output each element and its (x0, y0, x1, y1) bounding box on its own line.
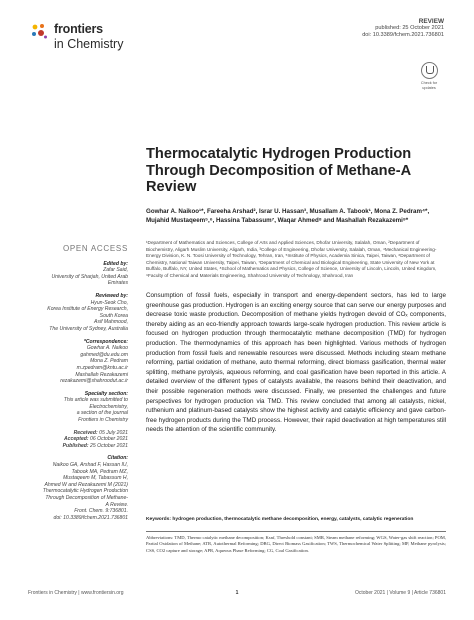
affiliations: ¹Department of Mathematics and Sciences, College of Arts and Applied Sciences, Dhofar University, Salalah, Oman, ²Department of Biochemistry, Aligarh Muslim University, Aligarh, India, ³College of Engineering, Dhofar University, Salalah, Oman, ⁴Mechanical Engineering-Energy Division, K. N. Toosi University of Technology, Tehran, Iran, ⁵Institute of Physics, Academia Sinica, Taipei, Taiwan, ⁶Department of Chemistry, National Taiwan University, Taipei, Taiwan, ⁷Department of Chemical and Biological Engineering, State University of New York at Buffalo, Buffalo, NY, United States, ⁸School of Mathematics and Physics, College of Science, University of Lincoln, Lincoln, United Kingdom, ⁹Faculty of Chemical and Materials Engineering, Shahrood University of Technology, Shahrood, Iran (146, 240, 437, 278)
reviewer-line: South Korea (99, 312, 128, 319)
keywords-label: Keywords: (146, 517, 172, 522)
citation-section (28, 455, 128, 521)
received-label: Received: (73, 429, 98, 436)
correspondence-heading: *Correspondence: (83, 338, 128, 345)
bookmark-icon (421, 62, 438, 79)
citation-line: Through Decomposition of Methane- (45, 495, 128, 501)
logo-text-frontiers: frontiers (54, 22, 103, 36)
correspondent-name: Mashallah Rezakazemi (75, 371, 128, 378)
abstract-text: Consumption of fossil fuels, especially in transport and energy-dependent sectors, has led to large greenhouse gas production. Hydrogen is an exciting energy source that can serve our energy purposes and decrease toxic waste production. Decomposition of methane yields hydrogen devoid of COₓ components, thereby aiding as an eco-friendly approach towards large-scale hydrogen production. This review article is focused on hydrogen production through thermocatalytic methane decomposition (TMD) for hydrogen production. The thermodynamics of this approach has been highlighted. Various methods of hydrogen production from fossil fuels and renewable resources were discussed. Methods including steam methane reforming, partial oxidation of methane, auto thermal reforming, direct biomass gasification, thermal water splitting, methane pyrolysis, aqueous reforming, and coal gasification have been reported in this article. A detailed overview of the different types of catalysts available, the reasons behind their deactivation, and their possible regeneration methods were discussed. Finally, we presented the challenges and future perspectives for hydrogen production via TMD. This review concluded that among all catalysts, nickel, ruthenium and platinum-based catalysts show the highest activity and catalytic efficiency and gave carbon-free hydrogen products during the TMD process. However, their rapid deactivation at high temperatures still needs the attention of the scientific community. (146, 292, 446, 434)
citation-line: Thermocatalytic Hydrogen Production (42, 488, 128, 495)
citation-line: Front. Chem. 9:736801. (74, 508, 128, 515)
specialty-line: Electrochemistry, (89, 403, 128, 410)
doi-link[interactable]: doi: 10.3389/fchem.2021.736801 (362, 32, 444, 38)
dates-section (28, 430, 128, 450)
keywords (146, 517, 446, 524)
specialty-heading: Specialty section: (84, 390, 128, 397)
footer-issue: October 2021 | Volume 9 | Article 736801 (355, 590, 446, 596)
article-meta (362, 18, 444, 39)
published-label: Published: (62, 442, 89, 449)
received-value: 05 July 2021 (99, 429, 128, 436)
received-date (28, 430, 128, 437)
published-date: published: 25 October 2021 (375, 25, 444, 31)
divider (146, 531, 446, 532)
citation-line: Naikoo GA, Arshad F, Hassan IU, (52, 462, 128, 469)
citation-line: Mustaqeem M, Tabassum H, (63, 475, 128, 482)
published-date-side (28, 443, 128, 450)
abbreviations: Abbreviations: TMD, Thermo catalytic methane decomposition; Ksnf, Threshold constant; SMR, Steam methane reforming; WGS, Water-gas shift reaction; POM, Partial Oxidation of Methane; ATR, Autothermal Reforming; DBG, Direct Biomass Gasification; TWS, Thermochemical Water Splitting; MP, Methane pyrolysis; CSS, CO2 capture and storage; APR, Aqueous Phase Reforming; CG, Coal Gasification. (146, 535, 446, 553)
published-value: 25 October 2021 (90, 442, 128, 449)
accepted-date (28, 436, 128, 443)
citation-line: Tabook MA, Pedram MZ, (71, 468, 128, 475)
journal-logo (30, 20, 140, 60)
citation-heading: Citation: (107, 455, 128, 462)
accepted-label: Accepted: (63, 436, 89, 443)
correspondent-email[interactable]: m.zpedram@kntu.ac.ir (76, 364, 128, 371)
correspondent-email[interactable]: rezakazemi@shahroodut.ac.ir (60, 378, 128, 385)
frontiers-logo-icon (30, 22, 48, 40)
citation-doi[interactable]: doi: 10.3389/fchem.2021.736801 (53, 514, 128, 521)
specialty-line: This article was submitted to (63, 397, 128, 404)
specialty-line: a section of the journal (76, 410, 128, 417)
edited-by-heading: Edited by: (103, 260, 128, 267)
edited-by-section (28, 261, 128, 287)
check-for-updates-badge[interactable] (417, 62, 441, 90)
editor-line: University of Sharjah, United Arab (51, 273, 128, 280)
reviewed-by-heading: Reviewed by: (95, 292, 128, 299)
reviewed-by-section (28, 293, 128, 333)
article-title: Thermocatalytic Hydrogen Production Through Decomposition of Methane-A Review (146, 146, 412, 195)
correspondent-name: Gowhar A. Naikoo (86, 345, 128, 352)
reviewer-line: Hyun-Seok Cho, (90, 299, 128, 306)
updates-label: Check for updates (420, 81, 438, 90)
reviewer-line: The University of Sydney, Australia (49, 325, 128, 332)
specialty-section (28, 391, 128, 424)
citation-line: Ahmed W and Rezakazemi M (2021) (44, 481, 128, 488)
open-access-label: OPEN ACCESS (62, 244, 128, 253)
footer-journal[interactable]: Frontiers in Chemistry | www.frontiersin.org (28, 590, 124, 596)
article-type: REVIEW (418, 18, 444, 25)
author-list: Gowhar A. Naikoo¹*, Fareeha Arshad², Israr U. Hassan³, Musallam A. Tabook¹, Mona Z. Pedram⁴*, Mujahid Mustaqeem⁵,⁶, Hassina Tabassum⁷, Waqar Ahmed⁸ and Mashallah Rezakazemi⁹* (146, 208, 430, 224)
editor-line: Emirates (107, 280, 128, 287)
keywords-list: hydrogen production, thermocatalytic methane decomposition, energy, catalysts, catalytic regeneration (172, 517, 414, 522)
accepted-value: 06 October 2021 (90, 436, 128, 443)
reviewer-line: Asif Mahmood, (94, 319, 128, 326)
correspondent-name: Mona Z. Pedram (90, 358, 128, 365)
correspondence-section (28, 339, 128, 385)
correspondent-email[interactable]: gahmed@du.edu.om (80, 351, 128, 358)
reviewer-line: Korea Institute of Energy Research, (47, 306, 128, 313)
citation-line: A Review. (105, 501, 128, 508)
sidebar (28, 246, 128, 527)
specialty-line: Frontiers in Chemistry (78, 417, 128, 424)
page-number: 1 (235, 590, 239, 596)
logo-text-journal: in Chemistry (54, 37, 124, 51)
editor-line: Zafar Said, (103, 267, 128, 274)
